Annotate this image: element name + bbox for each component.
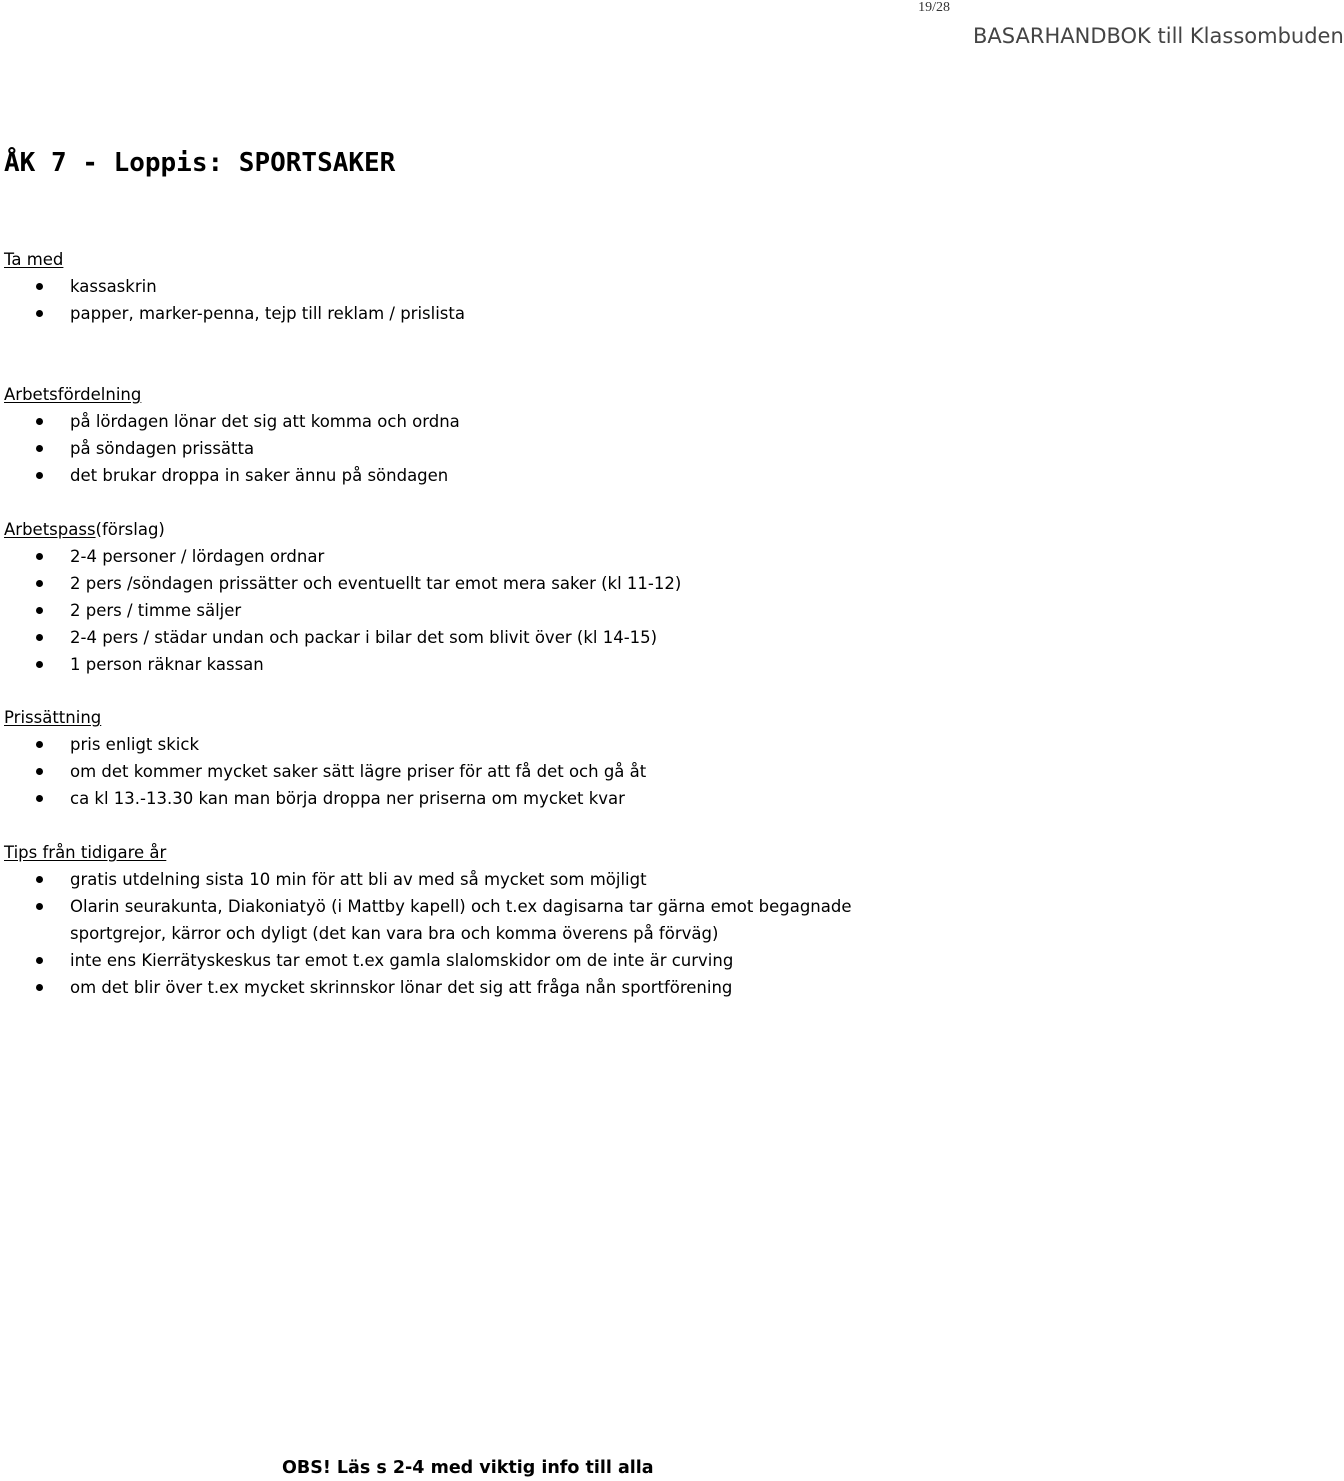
list-item-text: inte ens Kierrätyskeskus tar emot t.ex gamla slalomskidor om de inte är curving	[70, 951, 734, 970]
item-list	[4, 408, 954, 489]
section-heading-text: Prissättning	[4, 708, 102, 727]
bullet-icon	[36, 310, 43, 317]
bullet-icon	[36, 607, 43, 614]
list-item-text: 2 pers / timme säljer	[70, 601, 242, 620]
list-item	[4, 462, 954, 489]
item-list	[4, 543, 954, 678]
list-item	[4, 785, 954, 812]
list-item-text: Olarin seurakunta, Diakoniatyö (i Mattby kapell) och t.ex dagisarna tar gärna emot begagnade	[70, 897, 852, 916]
section-tips	[4, 839, 954, 1001]
list-item	[4, 758, 954, 785]
bullet-icon	[36, 472, 43, 479]
list-item	[4, 651, 954, 678]
list-item	[4, 947, 954, 974]
section-heading	[4, 704, 954, 731]
section-heading-text: Arbetspass	[4, 520, 96, 539]
header-title: BASARHANDBOK till Klassombuden	[973, 24, 1344, 48]
list-item	[4, 408, 954, 435]
bullet-icon	[36, 957, 43, 964]
list-item-text: pris enligt skick	[70, 735, 200, 754]
list-item	[4, 543, 954, 570]
page-title: ÅK 7 - Loppis: SPORTSAKER	[4, 148, 396, 178]
list-item-text: på söndagen prissätta	[70, 439, 255, 458]
list-item-text: 2-4 pers / städar undan och packar i bilar det som blivit över (kl 14-15)	[70, 628, 658, 647]
list-item-text: 2 pers /söndagen prissätter och eventuellt tar emot mera saker (kl 11-12)	[70, 574, 682, 593]
section-heading	[4, 381, 954, 408]
list-item-text: på lördagen lönar det sig att komma och ordna	[70, 412, 460, 431]
section-ta-med	[4, 246, 954, 327]
list-item-text: papper, marker-penna, tejp till reklam / prislista	[70, 304, 465, 323]
bullet-icon	[36, 741, 43, 748]
bullet-icon	[36, 553, 43, 560]
section-prissattning	[4, 704, 954, 812]
list-item	[4, 974, 954, 1001]
bullet-icon	[36, 445, 43, 452]
list-item	[4, 624, 954, 651]
list-item	[4, 570, 954, 597]
section-arbetspass	[4, 516, 954, 678]
page-number: 19/28	[918, 0, 950, 15]
list-item	[4, 893, 954, 947]
list-item-text: gratis utdelning sista 10 min för att bli av med så mycket som möjligt	[70, 870, 647, 889]
list-item-continuation: sportgrejor, kärror och dyligt (det kan vara bra och komma överens på förväg)	[70, 924, 719, 943]
bullet-icon	[36, 580, 43, 587]
list-item-text: kassaskrin	[70, 277, 157, 296]
list-item-text: om det kommer mycket saker sätt lägre priser för att få det och gå åt	[70, 762, 647, 781]
bullet-icon	[36, 795, 43, 802]
list-item	[4, 866, 954, 893]
bullet-icon	[36, 768, 43, 775]
list-item	[4, 597, 954, 624]
section-heading-suffix: (förslag)	[95, 520, 165, 539]
section-heading	[4, 839, 954, 866]
item-list	[4, 731, 954, 812]
bullet-icon	[36, 661, 43, 668]
list-item-text: ca kl 13.-13.30 kan man börja droppa ner priserna om mycket kvar	[70, 789, 625, 808]
list-item	[4, 435, 954, 462]
bullet-icon	[36, 418, 43, 425]
bullet-icon	[36, 984, 43, 991]
list-item-text: 1 person räknar kassan	[70, 655, 264, 674]
bullet-icon	[36, 283, 43, 290]
section-heading	[4, 246, 954, 273]
section-heading-text: Arbetsfördelning	[4, 385, 142, 404]
section-heading-text: Ta med	[4, 250, 64, 269]
footer-note: OBS! Läs s 2-4 med viktig info till alla	[282, 1458, 654, 1478]
bullet-icon	[36, 903, 43, 910]
list-item-text: om det blir över t.ex mycket skrinnskor lönar det sig att fråga nån sportförening	[70, 978, 733, 997]
list-item	[4, 731, 954, 758]
section-heading	[4, 516, 954, 543]
list-item	[4, 273, 954, 300]
bullet-icon	[36, 634, 43, 641]
section-arbetsfordelning	[4, 381, 954, 489]
item-list	[4, 866, 954, 1001]
list-item-text: det brukar droppa in saker ännu på söndagen	[70, 466, 449, 485]
bullet-icon	[36, 876, 43, 883]
list-item	[4, 300, 954, 327]
section-heading-text: Tips från tidigare år	[4, 843, 167, 862]
list-item-text: 2-4 personer / lördagen ordnar	[70, 547, 325, 566]
item-list	[4, 273, 954, 327]
